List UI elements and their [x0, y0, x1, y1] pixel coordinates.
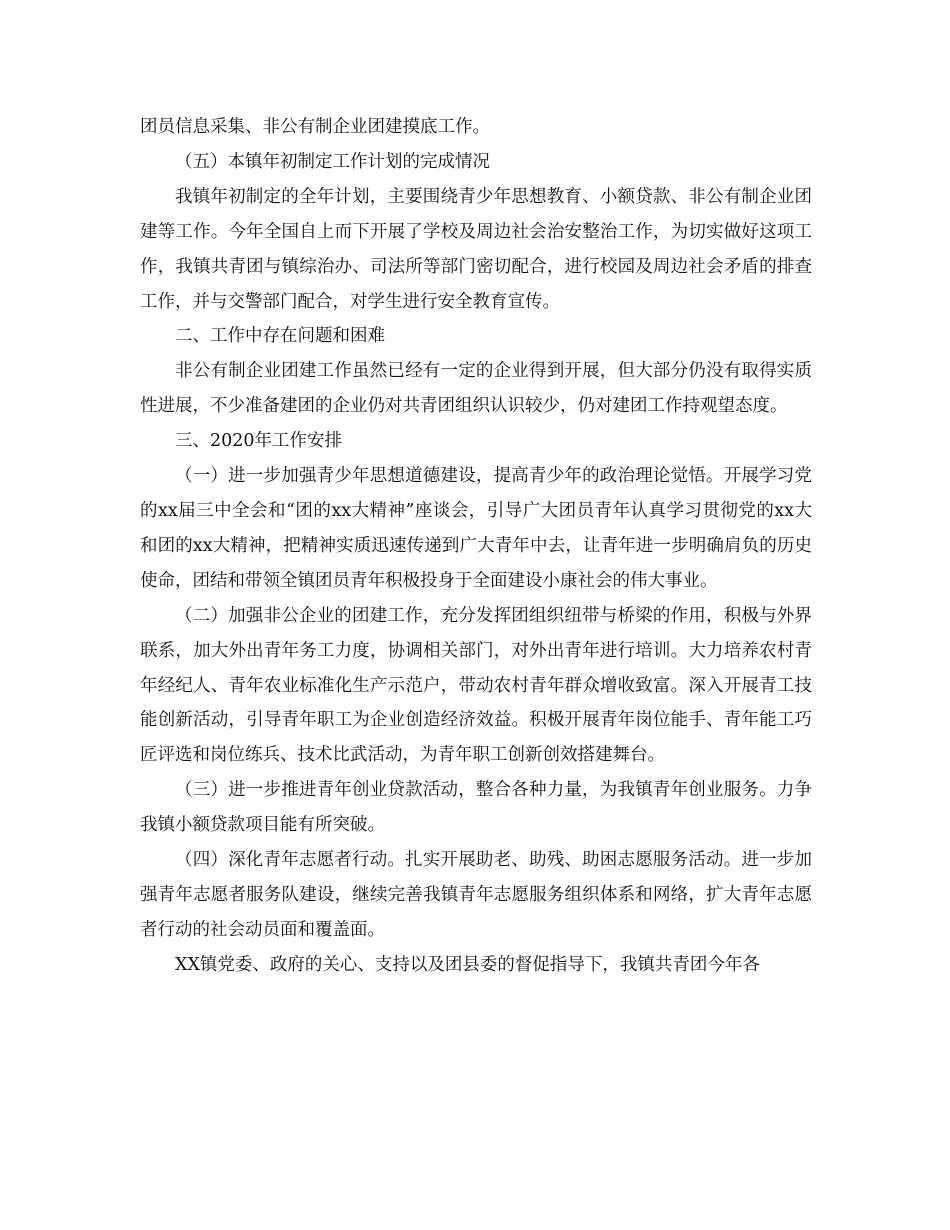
document-body: [140, 110, 812, 983]
subheading-section-5: （五）本镇年初制定工作计划的完成情况: [175, 151, 490, 172]
paragraph-plan-item-1: （一）进一步加强青少年思想道德建设，提高青少年的政治理论觉悟。开展学习党的xx届三中全会和“团的xx大精神”座谈会，引导广大团员青年认真学习贯彻党的xx大和团的xx大精神，把精神实质迅速传递到广大青年中去，让青年进一步明确肩负的历史使命，团结和带领全镇团员青年积极投身于全面建设小康社会的伟大事业。: [140, 466, 812, 591]
paragraph-problems: 非公有制企业团建工作虽然已经有一定的企业得到开展，但大部分仍没有取得实质性进展，不少准备建团的企业仍对共青团组织认识较少，仍对建团工作持观望态度。: [140, 361, 812, 417]
paragraph-plan-item-2: （二）加强非公企业的团建工作，充分发挥团组织纽带与桥梁的作用，积极与外界联系，加大外出青年务工力度，协调相关部门，对外出青年进行培训。大力培养农村青年经纪人、青年农业标准化生产示范户，带动农村青年群众增收致富。深入开展青工技能创新活动，引导青年职工为企业创造经济效益。积极开展青年岗位能手、青年能工巧匠评选和岗位练兵、技术比武活动，为青年职工创新创效搭建舞台。: [140, 605, 812, 766]
paragraph-closing: XX镇党委、政府的关心、支持以及团县委的督促指导下，我镇共青团今年各: [175, 954, 760, 975]
paragraph-plan-item-4: （四）深化青年志愿者行动。扎实开展助老、助残、助困志愿服务活动。进一步加强青年志愿者服务队建设，继续完善我镇青年志愿服务组织体系和网络，扩大青年志愿者行动的社会动员面和覆盖面。: [140, 850, 812, 940]
heading-2020-plan: 三、2020年工作安排: [175, 431, 343, 452]
paragraph-continuation: 团员信息采集、非公有制企业团建摸底工作。: [140, 117, 490, 137]
heading-problems: 二、工作中存在问题和困难: [175, 326, 385, 347]
paragraph-plan-item-3: （三）进一步推进青年创业贷款活动，整合各种力量，为我镇青年创业服务。力争我镇小额贷款项目能有所突破。: [140, 780, 812, 836]
paragraph-plan-completion: 我镇年初制定的全年计划，主要围绕青少年思想教育、小额贷款、非公有制企业团建等工作。今年全国自上而下开展了学校及周边社会治安整治工作，为切实做好这项工作，我镇共青团与镇综治办、司法所等部门密切配合，进行校园及周边社会矛盾的排查工作，并与交警部门配合，对学生进行安全教育宣传。: [140, 186, 812, 312]
